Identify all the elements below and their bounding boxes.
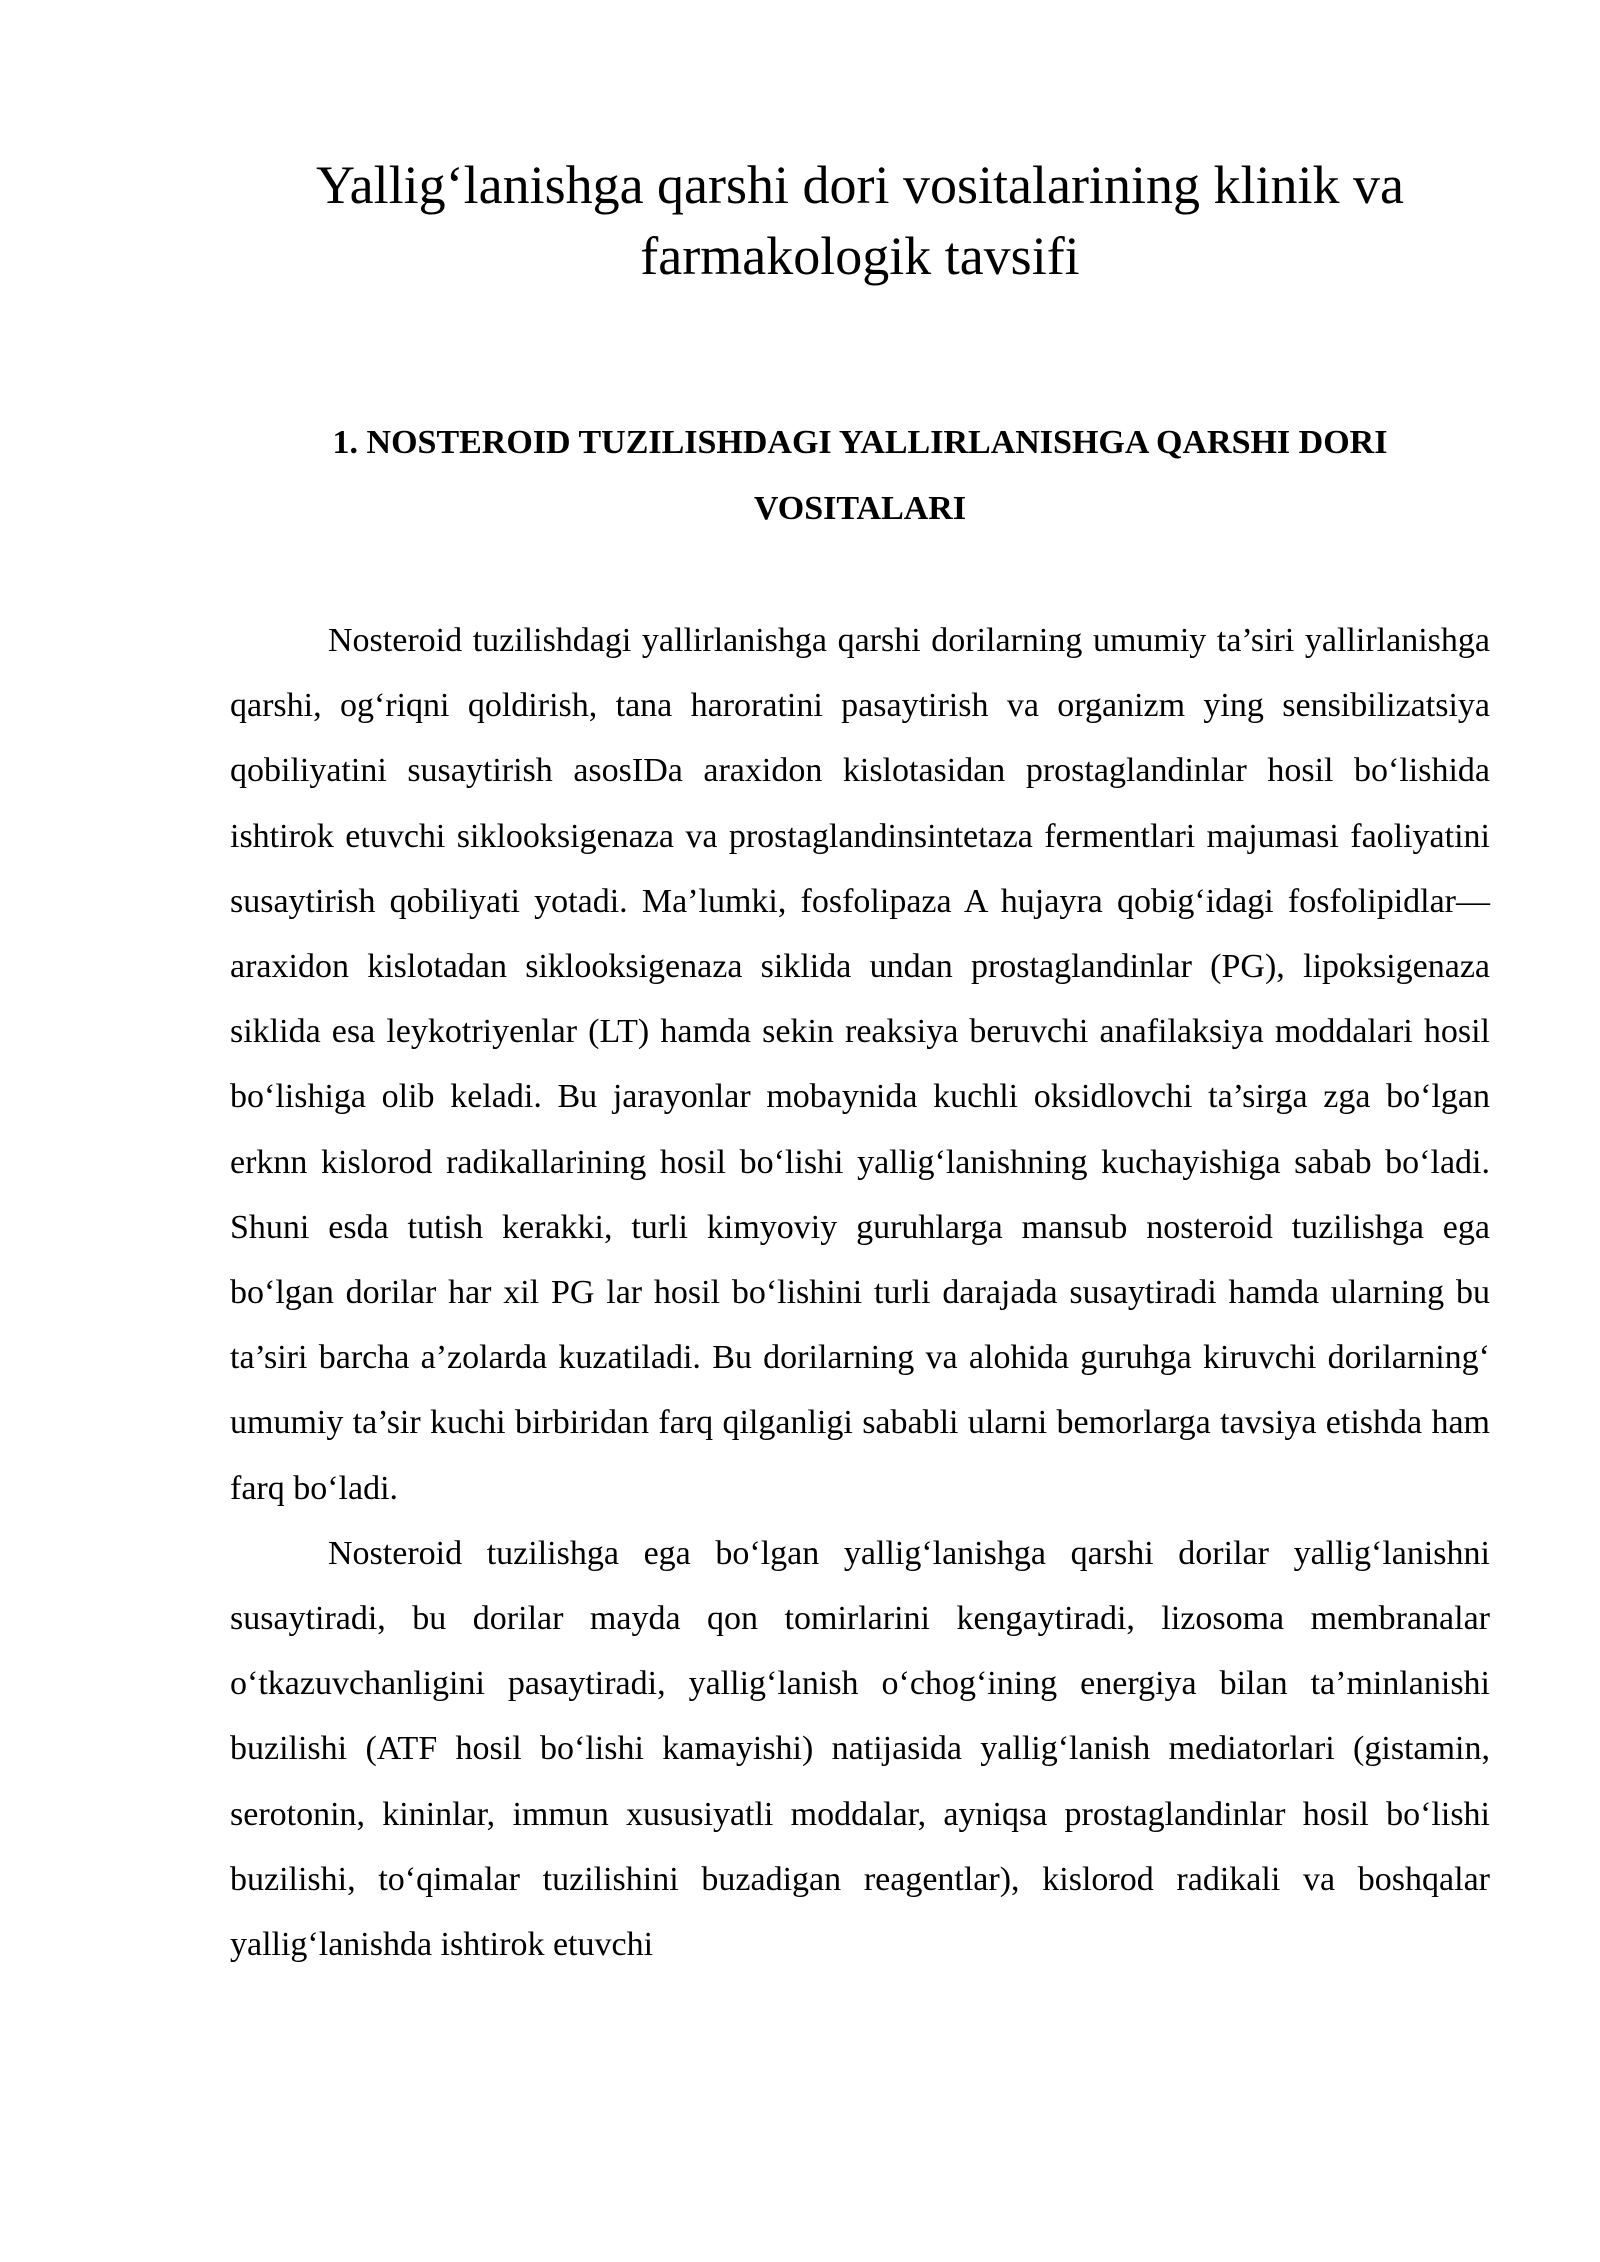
paragraph-2: Nosteroid tuzilishga ega bo‘lgan yallig‘lanishga qarshi dorilar yallig‘lanishni susaytiradi, bu dorilar mayda qon tomirlarini kengaytiradi, lizosoma membranalar o‘tkazuvchanligini pasaytiradi, yallig‘lanish o‘chog‘ining energiya bilan ta’minlanishi buzilishi (ATF hosil bo‘lishi kamayishi) natijasida yallig‘lanish mediatorlari (gistamin, serotonin, kininlar, immun xususiyatli moddalar, ayniqsa prostaglandinlar hosil bo‘lishi buzilishi, to‘qimalar tuzilishini buzadigan reagentlar), kislorod radikali va boshqalar yallig‘lanishda ishtirok etuvchi [230,1534,1490,1964]
body-text [230,608,1490,1977]
section-heading: 1. NOSTEROID TUZILISHDAGI YALLIRLANISHGA QARSHI DORI VOSITALARI [332,424,1388,527]
paragraph-1: Nosteroid tuzilishdagi yallirlanishga qarshi dorilarning umumiy ta’siri yallirlanishga qarshi, og‘riqni qoldirish, tana haroratini pasaytirish va organizm ying sensibilizatsiya qobiliyatini susaytirish asosIDa araxidon kislotasidan prostaglandinlar hosil bo‘lishida ishtirok etuvchi siklooksigenaza va prostaglandinsintetaza fermentlari majumasi faoliyatini susaytirish qobiliyati yotadi. Ma’lumki, fosfolipaza A hujayra qobig‘idagi fosfolipidlar—araxidon kislotadan siklooksigenaza siklida undan prostaglandinlar (PG), lipoksigenaza siklida esa leykotriyenlar (LT) hamda sekin reaksiya beruvchi anafilaksiya moddalari hosil bo‘lishiga olib keladi. Bu jarayonlar mobaynida kuchli oksidlovchi ta’sirga zga bo‘lgan erknn kislorod radikallarining hosil bo‘lishi yallig‘lanishning kuchayishiga sabab bo‘ladi. Shuni esda tutish kerakki, turli kimyoviy guruhlarga mansub nosteroid tuzilishga ega bo‘lgan dorilar har xil PG lar hosil bo‘lishini turli darajada susaytiradi hamda ularning bu ta’siri barcha a’zolarda kuzatiladi. Bu dorilarning va alohida guruhga kiruvchi dorilarning‘ umumiy ta’sir kuchi birbiridan farq qilganligi sababli ularni bemorlarga tavsiya etishda ham farq bo‘ladi. [230,622,1490,1507]
document-title: Yallig‘lanishga qarshi dori vositalarining klinik va farmakologik tavsifi [316,155,1404,286]
